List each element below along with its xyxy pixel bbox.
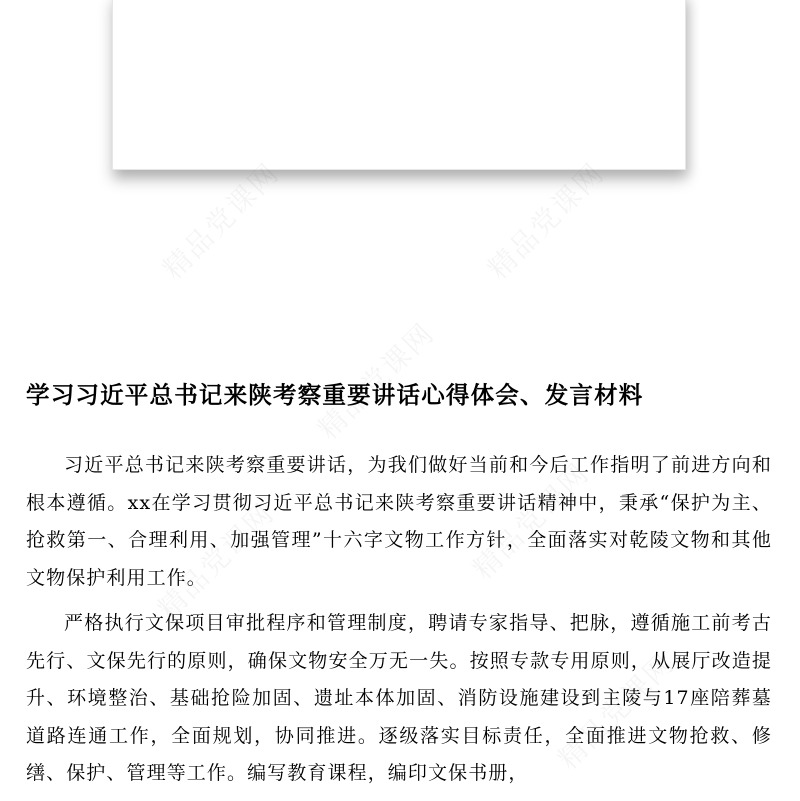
watermark-text: [478, 153, 612, 287]
document-title: 学习习近平总书记来陕考察重要讲话心得体会、发言材料: [26, 381, 644, 409]
watermark-text: [153, 153, 287, 287]
body-paragraph: 习近平总书记来陕考察重要讲话，为我们做好当前和今后工作指明了前进方向和根本遵循。xx在学习贯彻习近平总书记来陕考察重要讲话精神中，秉承“保护为主、抢救第一、合理利用、加强管理”十六字文物工作方针，全面落实对乾陵文物和其他文物保护利用工作。: [26, 454, 772, 589]
cover-image-card: [112, 0, 686, 170]
body-paragraph: 严格执行文保项目审批程序和管理制度，聘请专家指导、把脉，遵循施工前考古先行、文保先行的原则，确保文物安全万无一失。按照专款专用原则，从展厅改造提升、环境整治、基础抢险加固、遗址本体加固、消防设施建设到主陵与17座陪葬墓道路连通工作，全面规划，协同推进。逐级落实目标责任，全面推进文物抢救、修缮、保护、管理等工作。编写教育课程，编印文保书册，: [26, 612, 772, 784]
document-body: [26, 447, 772, 801]
